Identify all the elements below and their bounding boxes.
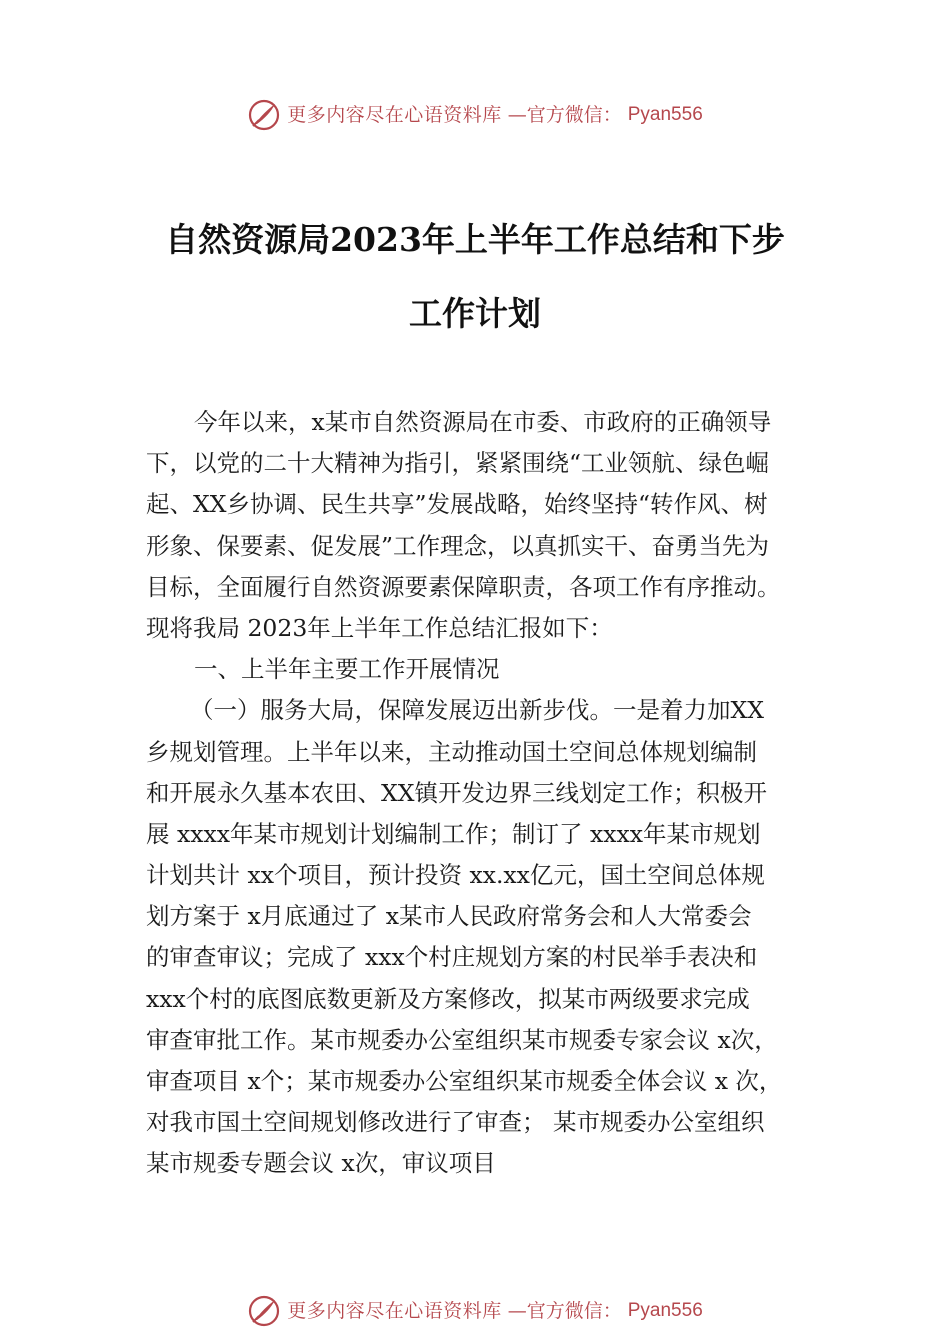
body-line: 展 xxxx年某市规划计划编制工作；制订了 xxxx年某市规划 — [146, 819, 761, 848]
document-title-line-1: 自然资源局2023年上半年工作总结和下步 — [165, 220, 785, 259]
body-line: 计划共计 xx个项目，预计投资 xx.xx亿元，国土空间总体规 — [146, 861, 765, 890]
body-line: 今年以来，x某市自然资源局在市委、市政府的正确领导 — [194, 408, 772, 436]
section-heading: 一、上半年主要工作开展情况 — [194, 655, 500, 684]
body-line: 乡规划管理。上半年以来，主动推动国土空间总体规划编制 — [146, 737, 757, 766]
watermark-main-text: 更多内容尽在心语资料库 — [287, 104, 502, 126]
body-line: 形象、保要素、促发展”工作理念，以真抓实干、奋勇当先为 — [146, 531, 770, 560]
document-body — [146, 402, 822, 1185]
body-line: 某市规委专题会议 x次，审议项目 — [146, 1149, 496, 1178]
body-line: 审查审批工作。某市规委办公室组织某市规委专家会议 x次， — [146, 1025, 778, 1054]
footer-watermark — [0, 1294, 950, 1328]
body-line: 审查项目 x个；某市规委办公室组织某市规委全体会议 x 次， — [146, 1067, 783, 1095]
body-line: 划方案于 x月底通过了 x某市人民政府常务会和人大常委会 — [146, 902, 752, 931]
quill-logo-icon — [247, 1294, 281, 1328]
watermark-wechat-id: Pyan556 — [627, 1300, 703, 1321]
document-title-line-2: 工作计划 — [409, 294, 541, 333]
watermark-tail-text: —官方微信： — [507, 1300, 622, 1322]
body-line: 下，以党的二十大精神为指引，紧紧围绕“工业领航、绿色崛 — [146, 449, 770, 478]
watermark-tail-text: —官方微信： — [507, 104, 622, 126]
quill-logo-icon — [247, 98, 281, 132]
body-line: 起、XX乡协调、民生共享”发展战略，始终坚持“转作风、树 — [146, 490, 768, 519]
body-line: 目标，全面履行自然资源要素保障职责，各项工作有序推动。 — [146, 572, 781, 601]
watermark-wechat-id: Pyan556 — [627, 104, 703, 125]
header-watermark — [0, 98, 950, 132]
subsection-heading: （一）服务大局，保障发展迈出新步伐。一是着力加XX — [190, 696, 764, 725]
body-line: xxx个村的底图底数更新及方案修改，拟某市两级要求完成 — [146, 984, 750, 1013]
watermark-main-text: 更多内容尽在心语资料库 — [287, 1300, 502, 1322]
body-line: 的审查审议；完成了 xxx个村庄规划方案的村民举手表决和 — [146, 943, 758, 972]
body-line: 对我市国土空间规划修改进行了审查； 某市规委办公室组织 — [146, 1108, 765, 1137]
body-line: 现将我局 2023年上半年工作总结汇报如下： — [146, 613, 613, 642]
body-line: 和开展永久基本农田、XX镇开发边界三线划定工作；积极开 — [146, 778, 767, 807]
